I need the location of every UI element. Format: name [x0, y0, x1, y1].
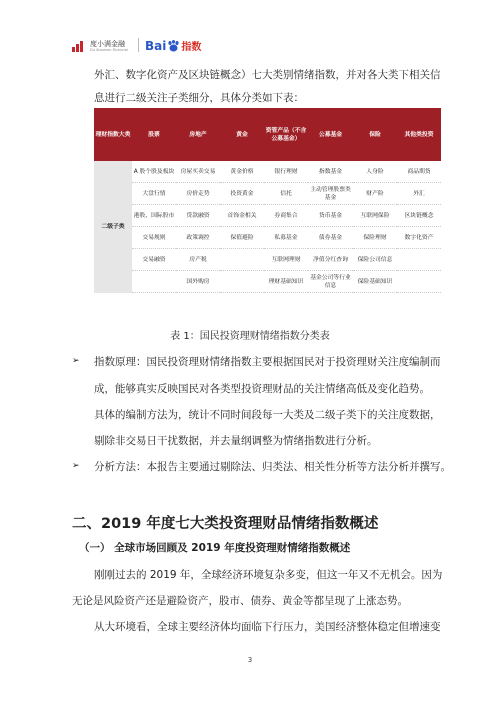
table-cell: 债券基金 [308, 227, 353, 249]
table-row [94, 249, 441, 271]
body-line-2: 无论是风险资产还是避险资产，股市、债券、黄金等都呈现了上涨态势。 [72, 595, 408, 607]
table-cell: 保值避险 [220, 227, 264, 249]
table-cell: 区块链概念 [397, 205, 441, 227]
principle-line-1: 指数原理：国民投资理财情绪指数主要根据国民对于投资理财关注度编制而 [94, 356, 441, 368]
header-divider [138, 38, 139, 52]
table-header-cell: 保险 [353, 108, 397, 161]
table-cell: 保险理财 [353, 227, 397, 249]
table-header-cell: 股票 [132, 108, 176, 161]
table-cell: 贷款融资 [176, 205, 220, 227]
table-cell: 投资黄金 [220, 183, 264, 205]
bullet-arrow-icon: ➢ [72, 356, 80, 366]
table-header-cell: 其他类投资 [397, 108, 441, 161]
table-cell: 房屋买卖交易 [176, 161, 220, 183]
table-cell: 房价走势 [176, 183, 220, 205]
table-cell: 国外购房 [176, 271, 220, 293]
bullet-arrow-icon: ➢ [72, 461, 80, 471]
page-header [0, 0, 500, 60]
table-cell: 交易融资 [132, 249, 176, 271]
table-cell: 主动管理股票类基金 [308, 183, 353, 205]
table-cell [220, 271, 264, 293]
principle-line-2: 成，能够真实反映国民对各类型投资理财品的关注情绪高低及变化趋势。 [94, 383, 430, 395]
subsection-heading: （一） 全球市场回顾及 2019 年度投资理财情绪指数概述 [79, 542, 351, 554]
baidu-index-logo [145, 38, 201, 53]
method-line-1: 分析方法：本报告主要通过剔除法、归类法、相关性分析等方法分析并撰写。 [94, 461, 451, 473]
logo-right-prefix: Bai [145, 38, 167, 53]
table-row [94, 161, 441, 183]
table-cell: 大盘行情 [132, 183, 176, 205]
table-cell: 私募基金 [264, 227, 308, 249]
table-row [94, 205, 441, 227]
bar-logo-icon [72, 41, 86, 52]
table-caption: 表 1：国民投资理财情绪指数分类表 [170, 331, 330, 342]
principle-line-4: 剔除非交易日干扰数据，并去量纲调整为情绪指数进行分析。 [94, 435, 378, 447]
table-cell [397, 271, 441, 293]
table-cell: 保险基础知识 [353, 271, 397, 293]
table-cell: 互联网保险 [353, 205, 397, 227]
body-line-1: 刚刚过去的 2019 年，全球经济环境复杂多变，但这一年又不无机会。因为 [94, 569, 443, 581]
table-cell: 指数基金 [308, 161, 353, 183]
table-cell [132, 271, 176, 293]
table-cell: A 股个股及板块 [132, 161, 176, 183]
page-number: 3 [247, 656, 253, 664]
table-header-cell: 黄金 [220, 108, 264, 161]
logo-left-sub: Du Xiaoman Financial [90, 48, 128, 52]
intro-line-2: 息进行二级关注子类细分，具体分类如下表： [94, 92, 304, 104]
table-row [94, 271, 441, 293]
table-row [94, 183, 441, 205]
section-heading: 二、2019 年度七大类投资理财品情绪指数概述 [72, 516, 379, 532]
table-cell: 人身险 [353, 161, 397, 183]
table-cell: 外汇 [397, 183, 441, 205]
table-header-cell: 资管产品（不含公募基金） [264, 108, 308, 161]
table-cell: 政策调控 [176, 227, 220, 249]
row-group-label: 二级子类 [94, 161, 132, 293]
table-header-cell: 理财指数大类 [94, 108, 132, 161]
paw-icon [167, 40, 180, 52]
logo-right-suffix: 指数 [181, 42, 202, 53]
table-cell: 首饰金相关 [220, 205, 264, 227]
table-cell: 净值分红查询 [308, 249, 353, 271]
table-cell: 货币基金 [308, 205, 353, 227]
du-xiaoman-logo [72, 40, 128, 52]
table-cell: 交易规则 [132, 227, 176, 249]
table-cell: 信托 [264, 183, 308, 205]
index-classification-table [94, 108, 441, 293]
logo-left-name: 度小满金融 [90, 40, 125, 48]
principle-line-3: 具体的编制方法为，统计不同时间段每一大类及二级子类下的关注度数据， [94, 409, 441, 421]
table-header-row [94, 108, 441, 161]
table-cell: 房产税 [176, 249, 220, 271]
table-cell: 保险公司信息 [353, 249, 397, 271]
table-cell: 商品期货 [397, 161, 441, 183]
table-cell: 港股、国际股市 [132, 205, 176, 227]
intro-line-1: 外汇、数字化资产及区块链概念）七大类别情绪指数，并对各大类下相关信 [94, 69, 441, 81]
table-cell [220, 249, 264, 271]
table-cell: 券商集合 [264, 205, 308, 227]
table-cell: 互联网理财 [264, 249, 308, 271]
table-header-cell: 公募基金 [308, 108, 353, 161]
table-cell: 理财基础知识 [264, 271, 308, 293]
body-line-3: 从大环境看，全球主要经济体均面临下行压力，美国经济整体稳定但增速变 [94, 621, 441, 633]
table-cell: 财产险 [353, 183, 397, 205]
table-cell: 基金公司等行业信息 [308, 271, 353, 293]
table-header-cell: 房地产 [176, 108, 220, 161]
table-cell: 银行理财 [264, 161, 308, 183]
table-cell: 数字化资产 [397, 227, 441, 249]
table-cell: 黄金价格 [220, 161, 264, 183]
table-cell [397, 249, 441, 271]
table-row [94, 227, 441, 249]
